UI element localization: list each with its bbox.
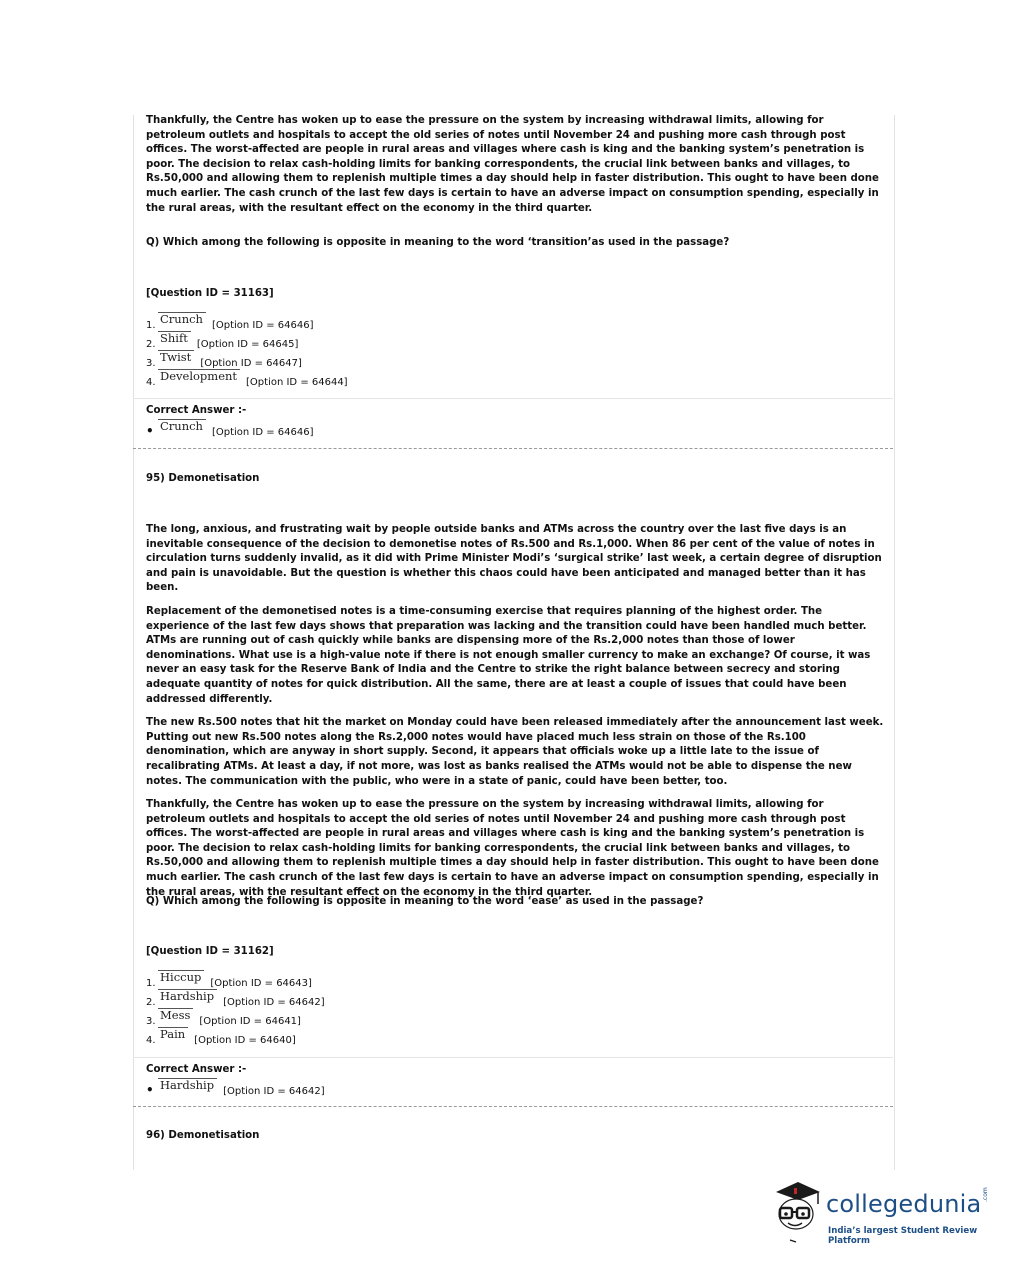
option-word: Hardship xyxy=(158,989,217,1008)
logo-domain-suffix: .com xyxy=(982,1187,989,1202)
question-id: [Question ID = 31162] xyxy=(146,946,274,957)
option-3[interactable]: 3. Twist [Option ID = 64647] xyxy=(146,350,302,369)
divider xyxy=(133,1057,893,1058)
option-id: [Option ID = 64640] xyxy=(194,1035,296,1046)
option-word: Twist xyxy=(158,350,194,369)
section-title: 95) Demonetisation xyxy=(146,473,260,484)
passage-paragraph: Thankfully, the Centre has woken up to ease the pressure on the system by increasing withdrawal limits, allowing for petroleum outlets and hospitals to accept the old series of notes until November 24 and pushing more cash through post offices. The worst-affected are people in rural areas and villages where cash is king and the banking system’s penetration is poor. The decision to relax cash-holding limits for banking correspondents, the crucial link between banks and villages, to Rs.50,000 and allowing them to replenish multiple times a day should help in faster distribution. This ought to have been done much earlier. The cash crunch of the last few days is certain to have an adverse impact on consumption spending, especially in the rural areas, with the resultant effect on the economy in the third quarter. xyxy=(146,115,879,214)
passage-paragraph-4: Thankfully, the Centre has woken up to ease the pressure on the system by increasing withdrawal limits, allowing for petroleum outlets and hospitals to accept the old series of notes until November 24 and pushing more cash through post offices. The worst-affected are people in rural areas and villages where cash is king and the banking system’s penetration is poor. The decision to relax cash-holding limits for banking correspondents, the crucial link between banks and villages, to Rs.50,000 and allowing them to replenish multiple times a day should help in faster distribution. This ought to have been done much earlier. The cash crunch of the last few days is certain to have an adverse impact on consumption spending, especially in the rural areas, with the resultant effect on the economy in the third quarter. xyxy=(146,799,879,898)
logo-wordmark: collegedunia xyxy=(826,1190,982,1218)
collegedunia-logo xyxy=(768,1178,993,1248)
section-title: 96) Demonetisation xyxy=(146,1130,260,1141)
divider xyxy=(133,398,893,399)
option-id: [Option ID = 64645] xyxy=(196,339,299,350)
section-95 xyxy=(146,473,884,484)
option-2[interactable]: 2. Hardship [Option ID = 64642] xyxy=(146,989,325,1008)
passage-paragraph-2: Replacement of the demonetised notes is a time-consuming exercise that requires planning of the highest order. The experience of the last few days shows that preparation was lacking and the transition could have been handled much better. ATMs are running out of cash quickly while banks are dispensing more of the Rs.2,000 notes than those of lower denominations. What use is a high-value note if there is not enough smaller currency to make an exchange? Of course, it was never an easy task for the Reserve Bank of India and the Centre to strike the right balance between secrecy and storing adequate quantity of notes for quick distribution. All the same, there are at least a couple of issues that could have been addressed differently. xyxy=(146,605,871,705)
option-1[interactable]: 1. Crunch [Option ID = 64646] xyxy=(146,312,314,331)
correct-answer-option xyxy=(146,1075,884,1097)
logo-tagline: India’s largest Student Review Platform xyxy=(828,1226,978,1246)
bullet: • xyxy=(146,424,154,438)
passage-paragraph-1: The long, anxious, and frustrating wait by people outside banks and ATMs across the country over the last five days is an inevitable consequence of the decision to demonetise notes of Rs.500 and Rs.1,000. When 86 per cent of the value of notes in circulation turns suddenly invalid, as it did with Prime Minister Modi’s ‘surgical strike’ last week, a certain degree of disruption and pain is unavoidable. But the question is whether this chaos could have been anticipated and managed better than it has been. xyxy=(146,524,882,594)
option-id: [Option ID = 64641] xyxy=(199,1016,301,1027)
option-id: [Option ID = 64642] xyxy=(223,997,325,1008)
passage-block-2 xyxy=(146,523,884,900)
question-id: [Question ID = 31163] xyxy=(146,288,274,299)
option-word: Shift xyxy=(158,331,191,350)
passage-paragraph-3: The new Rs.500 notes that hit the market on Monday could have been released immediately after the announcement last week. Putting out new Rs.500 notes along the Rs.2,000 notes would have placed much less strain on those of the Rs.100 denomination, which are anyway in short supply. Second, it appears that officials woke up a little late to the issue of recalibrating ATMs. At least a day, if not more, was lost as banks realised the ATMs would not be able to dispense the new notes. The communication with the public, who were in a state of panic, could have been better, too. xyxy=(146,717,884,787)
option-id: [Option ID = 64644] xyxy=(246,377,348,388)
option-id: [Option ID = 64646] xyxy=(211,320,314,331)
question-2-options xyxy=(146,970,884,1046)
option-word: Hiccup xyxy=(158,970,204,989)
passage-block-1 xyxy=(146,114,884,216)
correct-answer-2 xyxy=(146,1064,884,1097)
question-1 xyxy=(146,237,884,248)
section-96 xyxy=(146,1130,884,1141)
question-2 xyxy=(146,896,884,907)
bullet: • xyxy=(146,1083,154,1097)
correct-answer-1 xyxy=(146,405,884,438)
option-word: Crunch xyxy=(158,419,206,438)
option-1[interactable]: 1. Hiccup [Option ID = 64643] xyxy=(146,970,312,989)
dashed-separator xyxy=(133,1106,893,1107)
question-2-id xyxy=(146,946,884,957)
option-4[interactable]: 4. Development [Option ID = 64644] xyxy=(146,369,348,388)
question-text: Q) Which among the following is opposite in meaning to the word ‘transition’as used in the passage? xyxy=(146,237,730,248)
option-word: Hardship xyxy=(158,1078,217,1097)
question-text: Q) Which among the following is opposite in meaning to the word ‘ease’ as used in the passage? xyxy=(146,896,704,907)
option-4[interactable]: 4. Pain [Option ID = 64640] xyxy=(146,1027,296,1046)
option-word: Development xyxy=(158,369,240,388)
correct-answer-option xyxy=(146,416,884,438)
correct-answer-label: Correct Answer :- xyxy=(146,1064,247,1075)
question-1-options xyxy=(146,312,884,388)
option-3[interactable]: 3. Mess [Option ID = 64641] xyxy=(146,1008,301,1027)
mascot-icon xyxy=(768,1178,828,1248)
option-id: [Option ID = 64643] xyxy=(210,978,312,989)
correct-answer-label: Correct Answer :- xyxy=(146,405,247,416)
option-id: [Option ID = 64647] xyxy=(200,358,302,369)
option-word: Pain xyxy=(158,1027,188,1046)
option-id: [Option ID = 64642] xyxy=(223,1086,325,1097)
dashed-separator xyxy=(133,448,893,449)
question-1-id xyxy=(146,288,884,299)
option-2[interactable]: 2. Shift [Option ID = 64645] xyxy=(146,331,299,350)
option-id: [Option ID = 64646] xyxy=(211,427,314,438)
option-word: Mess xyxy=(158,1008,193,1027)
option-word: Crunch xyxy=(158,312,206,331)
